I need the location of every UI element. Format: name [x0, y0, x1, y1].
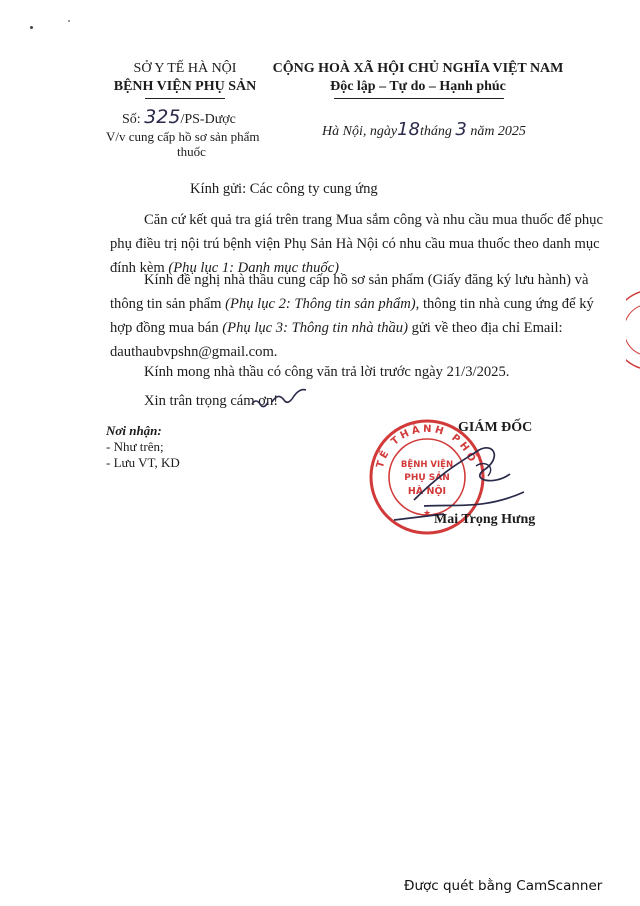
- signer-name: Mai Trọng Hưng: [434, 512, 536, 527]
- p2-line-2: [110, 292, 600, 316]
- p1-line-3-text: đính kèm: [110, 260, 169, 276]
- date-place: Hà Nội, ngày: [322, 124, 398, 139]
- signer-position: GIÁM ĐỐC: [458, 420, 533, 435]
- email-address: dauthaubvpshn@gmail.com.: [110, 344, 278, 360]
- number-prefix: Số:: [122, 112, 141, 127]
- scan-speck: [30, 26, 33, 29]
- number-suffix: /PS-Dược: [180, 112, 236, 127]
- scanner-watermark: Được quét bằng CamScanner: [404, 878, 603, 894]
- p1-line-2: phụ điều trị nội trú bệnh viện Phụ Sản Hà Nội có nhu cầu mua thuốc theo danh mục: [110, 236, 600, 252]
- paragraph-2: [110, 268, 600, 364]
- left-header-underline: [145, 98, 225, 99]
- document-number: [122, 106, 236, 128]
- recipient-item-1: - Như trên;: [106, 439, 164, 454]
- recipient-item-2: - Lưu VT, KD: [106, 455, 180, 470]
- date-line: [322, 119, 526, 140]
- date-year: năm 2025: [470, 124, 526, 139]
- seal-line-2: PHỤ SẢN: [404, 473, 450, 483]
- national-motto: Độc lập – Tự do – Hạnh phúc: [330, 79, 506, 94]
- p2-line-1: Kính đề nghị nhà thầu cung cấp hồ sơ sản phẩm (Giấy đăng ký lưu hành) và: [144, 272, 589, 288]
- p2-line-3-text: hợp đồng mua bán: [110, 320, 223, 336]
- seal-line-3: HÀ NỘI: [407, 486, 447, 497]
- hospital-name: BỆNH VIỆN PHỤ SẢN: [113, 79, 257, 94]
- p1-line-1: Căn cứ kết quả tra giá trên trang Mua sắm công và nhu cầu mua thuốc để phục: [144, 212, 603, 228]
- edge-seal-fragment: [626, 290, 640, 370]
- seal-outer-text: TẾ THÀNH PHỐ: [374, 423, 479, 470]
- country-name: CỘNG HOÀ XÃ HỘI CHỦ NGHĨA VIỆT NAM: [272, 61, 564, 76]
- annex-1-reference: (Phụ lục 1: Danh mục thuốc): [168, 260, 339, 276]
- scan-speck: [68, 20, 70, 22]
- number-handwritten: 325: [144, 106, 181, 128]
- ministry-name: SỞ Y TẾ HÀ NỘI: [133, 61, 237, 76]
- p2-line-2-text: thông tin sản phẩm: [110, 296, 226, 312]
- recipients-title: Nơi nhận:: [106, 423, 162, 438]
- subject-line-2: thuốc: [177, 144, 206, 159]
- paragraph-3: Kính mong nhà thầu có công văn trả lời trước ngày 21/3/2025.: [144, 364, 510, 380]
- date-day-handwritten: 18: [397, 119, 420, 140]
- initials-scribble: [250, 388, 310, 410]
- date-month-label: tháng: [419, 124, 452, 139]
- svg-text:★: ★: [422, 508, 432, 518]
- annex-2-reference: (Phụ lục 2: Thông tin sản phẩm),: [225, 296, 420, 312]
- annex-3-reference: (Phụ lục 3: Thông tin nhà thầu): [222, 320, 408, 336]
- subject-line-1: V/v cung cấp hồ sơ sản phẩm: [106, 129, 260, 144]
- p2-line-3: [110, 316, 600, 340]
- greeting: Kính gửi: Các công ty cung ứng: [190, 181, 378, 197]
- date-month-handwritten: 3: [455, 119, 467, 140]
- closing-text: Xin trân trọng cám ơn!: [144, 393, 279, 409]
- motto-underline: [334, 98, 504, 99]
- p2-line-2-tail: thông tin nhà cung ứng để ký: [419, 296, 594, 312]
- p2-line-3-tail: gửi về theo địa chỉ Email:: [407, 320, 563, 336]
- seal-line-1: BỆNH VIỆN: [400, 460, 454, 470]
